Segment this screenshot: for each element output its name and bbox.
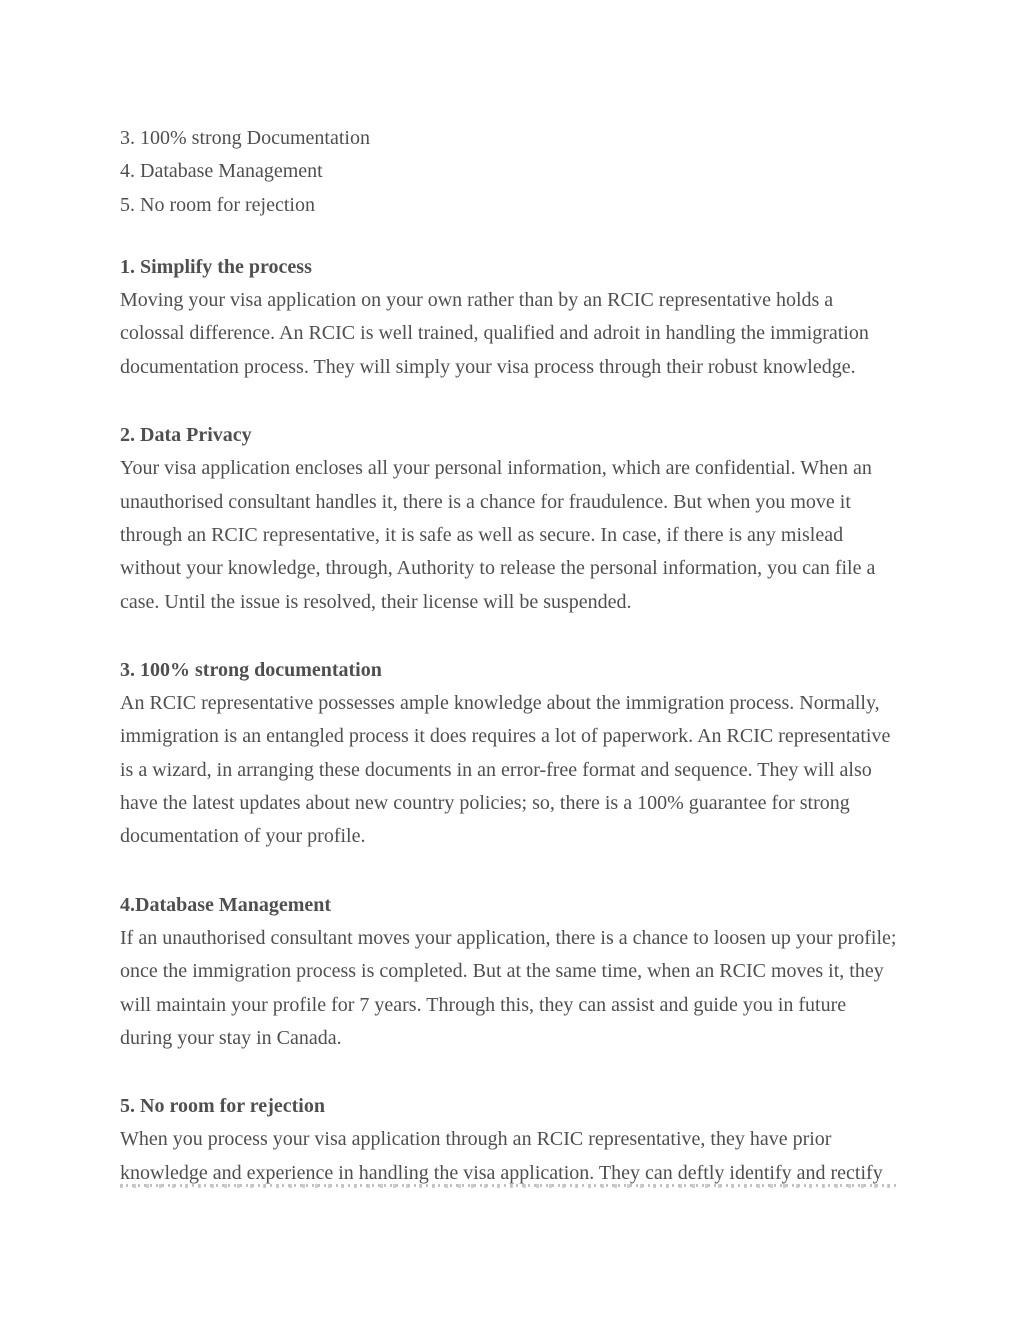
- list-item: 3. 100% strong Documentation: [120, 127, 370, 149]
- section-simplify-the-process: [120, 251, 900, 384]
- section-data-privacy: [120, 419, 900, 619]
- section-strong-documentation: [120, 654, 900, 854]
- section-paragraph: Moving your visa application on your own rather than by an RCIC representative holds a colossal difference. An RCIC is well trained, qualified and adroit in handling the immigration documentation process. They will simply your visa process through their robust knowledge.: [120, 289, 869, 378]
- section-heading: 3. 100% strong documentation: [120, 658, 382, 681]
- section-paragraph: Your visa application encloses all your personal information, which are confidential. When an unauthorised consultant handles it, there is a chance for fraudulence. But when you move it through an RCIC representative, it is safe as well as secure. In case, if there is any mislead without your knowledge, through, Authority to release the personal information, you can file a case. Until the issue is resolved, their license will be suspended.: [120, 457, 876, 613]
- section-database-management: [120, 889, 900, 1055]
- list-item: 5. No room for rejection: [120, 193, 315, 216]
- document-content: [120, 122, 900, 1188]
- section-paragraph: When you process your visa application through an RCIC representative, they have prior knowledge and experience in handling the visa application. They can deftly identify and rectify: [120, 1128, 883, 1184]
- section-heading: 5. No room for rejection: [120, 1095, 325, 1118]
- section-heading: 1. Simplify the process: [120, 255, 312, 278]
- section-paragraph: If an unauthorised consultant moves your application, there is a chance to loosen up your profile; once the immigration process is completed. But at the same time, when an RCIC moves it, they will maintain your profile for 7 years. Through this, they can assist and guide you in future during your stay in Canada.: [120, 926, 897, 1049]
- clipped-text-line: [120, 1184, 900, 1188]
- intro-numbered-list: [120, 122, 900, 222]
- section-heading: 2. Data Privacy: [120, 424, 252, 447]
- section-heading: 4.Database Management: [120, 893, 332, 916]
- list-item: 4. Database Management: [120, 160, 323, 183]
- section-no-room-for-rejection: [120, 1090, 900, 1190]
- section-paragraph: An RCIC representative possesses ample knowledge about the immigration process. Normally, immigration is an entangled process it does requires a lot of paperwork. An RCIC representative is a wizard, in arranging these documents in an error-free format and sequence. They will also have the latest updates about new country policies; so, there is a 100% guarantee for strong documentation of your profile.: [120, 692, 891, 848]
